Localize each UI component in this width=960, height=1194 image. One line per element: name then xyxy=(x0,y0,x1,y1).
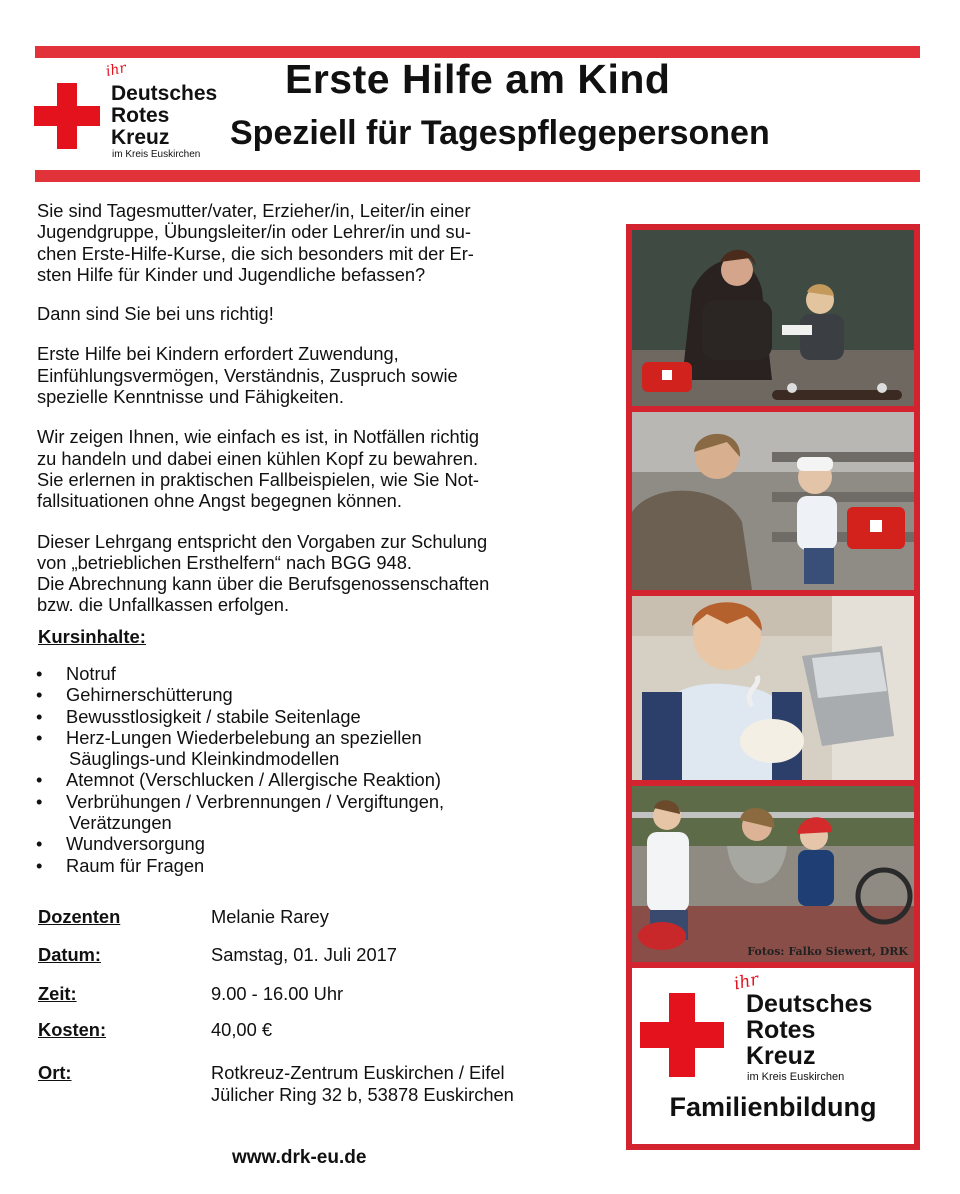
bullet-icon: • xyxy=(36,769,43,791)
kursinhalte-list xyxy=(36,663,596,876)
detail-value: Melanie Rarey xyxy=(211,906,329,927)
list-item xyxy=(36,855,596,876)
logo-line-deutsches: Deutsches xyxy=(746,990,873,1018)
text-line: von „betrieblichen Ersthelfern“ nach BGG 948. xyxy=(37,551,412,573)
logo-line-rotes: Rotes xyxy=(111,104,170,127)
photo-bike-helmet xyxy=(632,786,914,962)
list-item xyxy=(36,663,596,684)
text-line: spezielle Kenntnisse und Fähigkeiten. xyxy=(37,386,344,408)
list-item-text: Gehirnerschütterung xyxy=(66,684,233,706)
red-cross-icon-vertical xyxy=(57,83,77,149)
bullet-icon: • xyxy=(36,663,43,684)
text-line: bzw. die Unfallkassen erfolgen. xyxy=(37,594,290,616)
list-item-text: Verbrühungen / Verbrennungen / Vergiftungen, xyxy=(66,790,445,812)
detail-value: Samstag, 01. Juli 2017 xyxy=(211,944,397,965)
bullet-icon: • xyxy=(36,790,43,812)
intro-paragraph-1 xyxy=(37,200,602,285)
intro-paragraph-2 xyxy=(37,303,602,324)
familienbildung-label: Familienbildung xyxy=(669,1092,877,1122)
list-item xyxy=(36,727,596,770)
photo-boy-kettle xyxy=(632,596,914,780)
list-item-text: Wundversorgung xyxy=(66,833,205,855)
text-line: fallsituationen ohne Angst begegnen können. xyxy=(37,490,402,512)
text-line: Einfühlungsvermögen, Verständnis, Zuspruch sowie xyxy=(37,364,458,386)
detail-label: Ort: xyxy=(38,1062,72,1083)
bullet-icon: • xyxy=(36,833,43,855)
text-line: Sie erlernen in praktischen Fallbeispielen, wie Sie Not- xyxy=(37,468,480,490)
drk-logo-sidebar xyxy=(632,968,914,1144)
list-item-text: Notruf xyxy=(66,663,116,684)
list-item-text: Bewusstlosigkeit / stabile Seitenlage xyxy=(66,705,361,727)
text-line: sten Hilfe für Kinder und Jugendliche befassen? xyxy=(37,263,426,285)
detail-value: Rotkreuz-Zentrum Euskirchen / Eifel xyxy=(211,1062,505,1083)
photo-illustration xyxy=(632,412,914,590)
kursinhalte-heading: Kursinhalte: xyxy=(38,626,146,647)
text-line: Dann sind Sie bei uns richtig! xyxy=(37,303,274,325)
list-item-continuation: Säuglings-und Kleinkindmodellen xyxy=(69,748,340,770)
photo-illustration xyxy=(632,230,914,406)
photo-illustration xyxy=(632,596,914,780)
logo-line-rotes: Rotes xyxy=(746,1016,816,1044)
bullet-icon: • xyxy=(36,854,43,876)
detail-value-line-2: Jülicher Ring 32 b, 53878 Euskirchen xyxy=(211,1084,514,1105)
red-cross-icon-vertical xyxy=(669,993,695,1077)
page-subtitle: Speziell für Tagespflegepersonen xyxy=(230,114,770,152)
list-item xyxy=(36,684,596,705)
logo-ihr: ihr xyxy=(732,969,761,995)
logo-line-deutsches: Deutsches xyxy=(111,82,218,105)
list-item xyxy=(36,791,596,834)
text-line: zu handeln und dabei einen kühlen Kopf zu bewahren. xyxy=(37,447,479,469)
photo-head-bandage xyxy=(632,412,914,590)
bullet-icon: • xyxy=(36,684,43,706)
header-bottom-rule xyxy=(35,170,920,182)
intro-text xyxy=(37,200,602,635)
detail-label: Dozenten xyxy=(38,906,121,927)
text-line: Die Abrechnung kann über die Berufsgenossenschaften xyxy=(37,573,490,595)
photo-illustration xyxy=(632,786,914,962)
logo-ihr: ihr xyxy=(104,60,128,80)
text-line: Jugendgruppe, Übungsleiter/in oder Lehrer/in und su- xyxy=(37,221,471,243)
intro-paragraph-3 xyxy=(37,343,602,407)
intro-paragraph-5 xyxy=(37,531,602,616)
list-item-text: Herz-Lungen Wiederbelebung an speziellen xyxy=(66,726,422,748)
detail-label: Kosten: xyxy=(38,1019,107,1040)
list-item xyxy=(36,706,596,727)
text-line: chen Erste-Hilfe-Kurse, die sich besonders mit der Er- xyxy=(37,242,474,264)
photo-first-aid-skateboard xyxy=(632,230,914,406)
page-title: Erste Hilfe am Kind xyxy=(285,56,671,102)
logo-line-kreuz: Kreuz xyxy=(746,1042,816,1070)
website-link[interactable]: www.drk-eu.de xyxy=(232,1147,367,1168)
list-item-text: Atemnot (Verschlucken / Allergische Reaktion) xyxy=(66,769,441,791)
text-line: Wir zeigen Ihnen, wie einfach es ist, in Notfällen richtig xyxy=(37,426,480,448)
list-item-text: Raum für Fragen xyxy=(66,854,205,876)
logo-subline: im Kreis Euskirchen xyxy=(112,149,201,160)
logo-subline: im Kreis Euskirchen xyxy=(747,1071,845,1083)
bullet-icon: • xyxy=(36,726,43,748)
photo-credit: Fotos: Falko Siewert, DRK xyxy=(747,945,908,958)
bullet-icon: • xyxy=(36,705,43,727)
detail-value: 40,00 € xyxy=(211,1019,272,1040)
intro-paragraph-4 xyxy=(37,426,602,511)
drk-logo-header xyxy=(34,60,239,165)
detail-label: Zeit: xyxy=(38,983,77,1004)
detail-label: Datum: xyxy=(38,944,101,965)
text-line: Sie sind Tagesmutter/vater, Erzieher/in, Leiter/in einer xyxy=(37,200,471,221)
list-item xyxy=(36,769,596,790)
list-item xyxy=(36,833,596,854)
photo-column xyxy=(626,224,920,1150)
text-line: Dieser Lehrgang entspricht den Vorgaben zur Schulung xyxy=(37,530,488,552)
list-item-continuation: Verätzungen xyxy=(69,812,172,834)
detail-value: 9.00 - 16.00 Uhr xyxy=(211,983,344,1004)
text-line: Erste Hilfe bei Kindern erfordert Zuwendung, xyxy=(37,343,399,365)
logo-line-kreuz: Kreuz xyxy=(111,126,170,149)
